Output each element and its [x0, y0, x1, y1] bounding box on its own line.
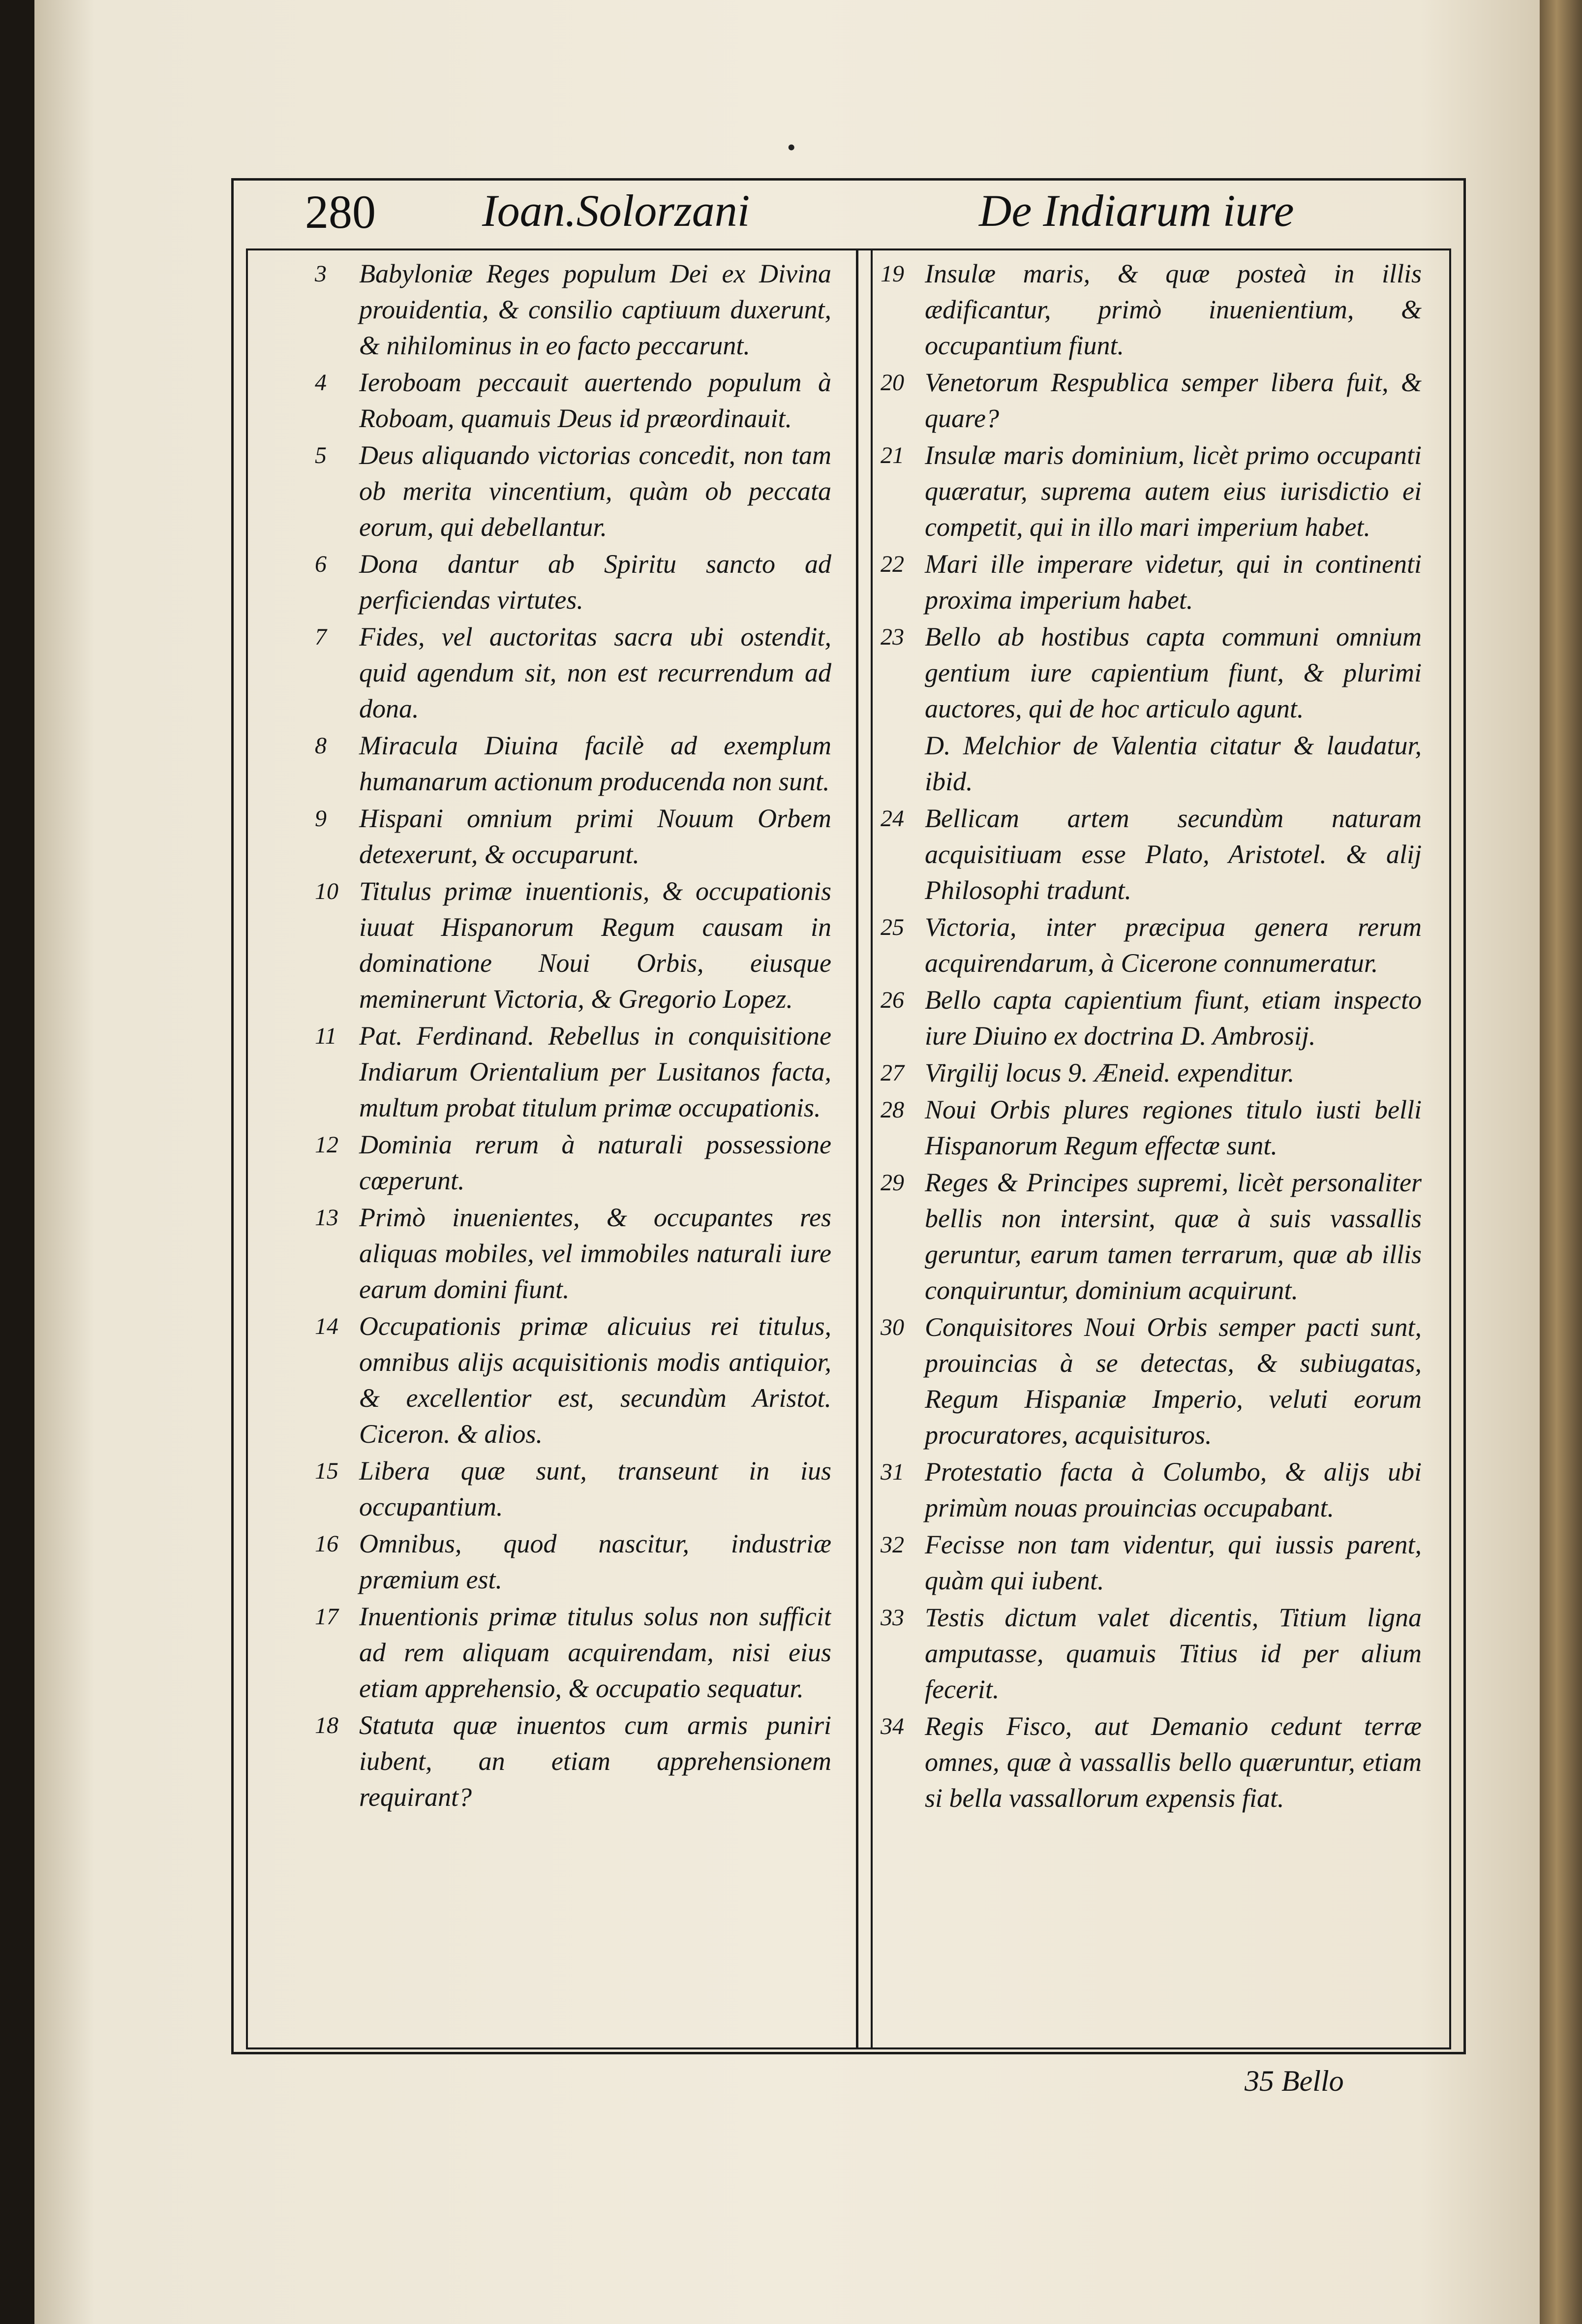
summary-entry	[881, 365, 1422, 436]
summary-entry	[881, 546, 1422, 618]
summary-entry	[315, 437, 831, 545]
entry-text: Regis Fisco, aut Demanio cedunt terræ omnes, quæ à vassallis bello quæruntur, etiam si bella vassallorum expensis fiat.	[925, 1711, 1422, 1813]
running-head-title: De Indiarum iure	[979, 186, 1294, 236]
entry-number: 20	[881, 370, 904, 396]
summary-entry	[881, 909, 1422, 981]
summary-entry	[881, 256, 1422, 364]
entry-number: 28	[881, 1097, 904, 1123]
summary-entry	[315, 365, 831, 436]
summary-entry	[315, 728, 831, 800]
entry-text: Venetorum Respublica semper libera fuit, & quare?	[925, 368, 1422, 433]
summary-entry	[315, 1526, 831, 1598]
entry-number: 11	[315, 1023, 337, 1049]
summary-entry	[881, 1309, 1422, 1453]
entry-text: Babyloniæ Reges populum Dei ex Divina prouidentia, & consilio captiuum duxerunt, & nihilominus in eo facto peccarunt.	[359, 259, 831, 360]
summary-entry	[315, 1599, 831, 1706]
entry-number: 13	[315, 1205, 338, 1231]
summary-entry	[315, 873, 831, 1017]
summary-entry	[315, 619, 831, 727]
summary-entry	[315, 801, 831, 872]
entry-text: Hispani omnium primi Nouum Orbem detexerunt, & occuparunt.	[359, 804, 831, 869]
entry-number: 21	[881, 442, 904, 468]
entry-text: Miracula Diuina facilè ad exemplum humanarum actionum producenda non sunt.	[359, 731, 831, 796]
entry-number: 22	[881, 551, 904, 577]
entry-text: Protestatio facta à Columbo, & alijs ubi primùm nouas prouincias occupabant.	[925, 1457, 1422, 1522]
ink-speck: •	[787, 133, 796, 161]
entry-number: 9	[315, 806, 327, 832]
column-divider-second-rule	[871, 248, 873, 2049]
entry-text: Pat. Ferdinand. Rebellus in conquisitione Indiarum Orientalium per Lusitanos facta, multum probat titulum primæ occupationis.	[359, 1021, 831, 1122]
summary-column-right	[881, 256, 1422, 2037]
column-divider	[856, 248, 858, 2049]
entry-number: 32	[881, 1532, 904, 1558]
entry-text: Victoria, inter præcipua genera rerum acquirendarum, à Cicerone connumeratur.	[925, 912, 1422, 978]
entry-number: 8	[315, 733, 327, 759]
entry-text: Primò inuenientes, & occupantes res aliquas mobiles, vel immobiles naturali iure earum domini fiunt.	[359, 1203, 831, 1304]
summary-entry	[881, 1055, 1422, 1091]
entry-number: 25	[881, 914, 904, 940]
entry-number: 18	[315, 1712, 338, 1738]
entry-number: 5	[315, 442, 327, 468]
entry-number: 3	[315, 261, 327, 287]
summary-entry	[881, 1165, 1422, 1308]
entry-text: Testis dictum valet dicentis, Titium ligna amputasse, quamuis Titius id per alium fecerit.	[925, 1603, 1422, 1704]
entry-number: 27	[881, 1060, 904, 1086]
summary-entry	[315, 546, 831, 618]
entry-number: 26	[881, 987, 904, 1013]
entry-number: 33	[881, 1605, 904, 1631]
entry-text: Statuta quæ inuentos cum armis puniri iubent, an etiam apprehensionem requirant?	[359, 1710, 831, 1812]
entry-text: Inuentionis primæ titulus solus non sufficit ad rem aliquam acquirendam, nisi eius etiam apprehensio, & occupatio sequatur.	[359, 1602, 831, 1703]
entry-text: Noui Orbis plures regiones titulo iusti belli Hispanorum Regum effectæ sunt.	[925, 1095, 1422, 1160]
summary-entry	[881, 728, 1422, 800]
entry-number: 34	[881, 1713, 904, 1739]
entry-number: 7	[315, 624, 327, 650]
entry-number: 31	[881, 1459, 904, 1485]
entry-text: D. Melchior de Valentia citatur & laudatur, ibid.	[925, 731, 1422, 796]
entry-text: Reges & Principes supremi, licèt personaliter bellis non intersint, quæ à suis vassallis geruntur, earum tamen terrarum, quæ ab illis conquiruntur, dominium acquirunt.	[925, 1168, 1422, 1305]
entry-text: Dominia rerum à naturali possessione cœperunt.	[359, 1130, 831, 1195]
summary-entry	[315, 256, 831, 364]
entry-text: Bello capta capientium fiunt, etiam inspecto iure Diuino ex doctrina D. Ambrosij.	[925, 985, 1422, 1051]
book-gutter	[1540, 0, 1582, 2324]
entry-number: 15	[315, 1458, 338, 1484]
summary-entry	[881, 619, 1422, 727]
summary-entry	[881, 437, 1422, 545]
summary-entry	[881, 1527, 1422, 1599]
entry-text: Omnibus, quod nascitur, industriæ præmium est.	[359, 1529, 831, 1594]
entry-text: Dona dantur ab Spiritu sancto ad perficiendas virtutes.	[359, 549, 831, 615]
entry-text: Titulus primæ inuentionis, & occupationis iuuat Hispanorum Regum causam in dominatione Noui Orbis, eiusque meminerunt Victoria, & Gregorio Lopez.	[359, 876, 831, 1014]
entry-text: Libera quæ sunt, transeunt in ius occupantium.	[359, 1456, 831, 1521]
entry-number: 12	[315, 1132, 338, 1158]
entry-text: Insulæ maris, & quæ posteà in illis ædificantur, primò inuenientium, & occupantium fiunt.	[925, 259, 1422, 360]
summary-entry	[881, 982, 1422, 1054]
summary-entry	[881, 1600, 1422, 1707]
entry-number: 4	[315, 370, 327, 396]
entry-number: 17	[315, 1604, 338, 1630]
entry-text: Mari ille imperare videtur, qui in continenti proxima imperium habet.	[925, 549, 1422, 615]
summary-column-left	[315, 256, 831, 2037]
entry-text: Fecisse non tam videntur, qui iussis parent, quàm qui iubent.	[925, 1530, 1422, 1595]
summary-entry	[315, 1127, 831, 1199]
page-number: 280	[305, 186, 376, 238]
catchword: 35 Bello	[1245, 2065, 1344, 2097]
summary-entry	[881, 1708, 1422, 1816]
summary-entry	[315, 1707, 831, 1815]
summary-entry	[315, 1200, 831, 1307]
summary-entry	[881, 801, 1422, 908]
entry-number: 6	[315, 551, 327, 577]
entry-number: 10	[315, 878, 338, 904]
entry-number: 29	[881, 1170, 904, 1196]
summary-entry	[881, 1454, 1422, 1526]
summary-entry	[315, 1018, 831, 1126]
entry-text: Deus aliquando victorias concedit, non tam ob merita vincentium, quàm ob peccata eorum, qui debellantur.	[359, 440, 831, 542]
entry-text: Conquisitores Noui Orbis semper pacti sunt, prouincias à se detectas, & subiugatas, Regum Hispaniæ Imperio, veluti eorum procuratores, acquisituros.	[925, 1312, 1422, 1450]
running-head-author: Ioan.Solorzani	[482, 186, 750, 236]
entry-number: 30	[881, 1314, 904, 1340]
entry-text: Bello ab hostibus capta communi omnium gentium iure capientium fiunt, & plurimi auctores, qui de hoc articulo agunt.	[925, 622, 1422, 723]
entry-number: 23	[881, 624, 904, 650]
entry-number: 24	[881, 806, 904, 832]
entry-text: Occupationis primæ alicuius rei titulus, omnibus alijs acquisitionis modis antiquior, & excellentior est, secundùm Aristot. Ciceron. & alios.	[359, 1311, 831, 1449]
summary-entry	[315, 1453, 831, 1525]
entry-number: 14	[315, 1313, 338, 1339]
entry-number: 19	[881, 261, 904, 287]
entry-text: Insulæ maris dominium, licèt primo occupanti quæratur, suprema autem eius iurisdictio ei competit, qui in illo mari imperium habet.	[925, 440, 1422, 542]
entry-number: 16	[315, 1531, 338, 1557]
entry-text: Bellicam artem secundùm naturam acquisitiuam esse Plato, Aristotel. & alij Philosophi tradunt.	[925, 804, 1422, 905]
summary-entry	[315, 1308, 831, 1452]
entry-text: Virgilij locus 9. Æneid. expenditur.	[925, 1058, 1295, 1087]
entry-text: Ieroboam peccauit auertendo populum à Roboam, quamuis Deus id præordinauit.	[359, 368, 831, 433]
entry-text: Fides, vel auctoritas sacra ubi ostendit, quid agendum sit, non est recurrendum ad dona.	[359, 622, 831, 723]
summary-entry	[881, 1092, 1422, 1164]
